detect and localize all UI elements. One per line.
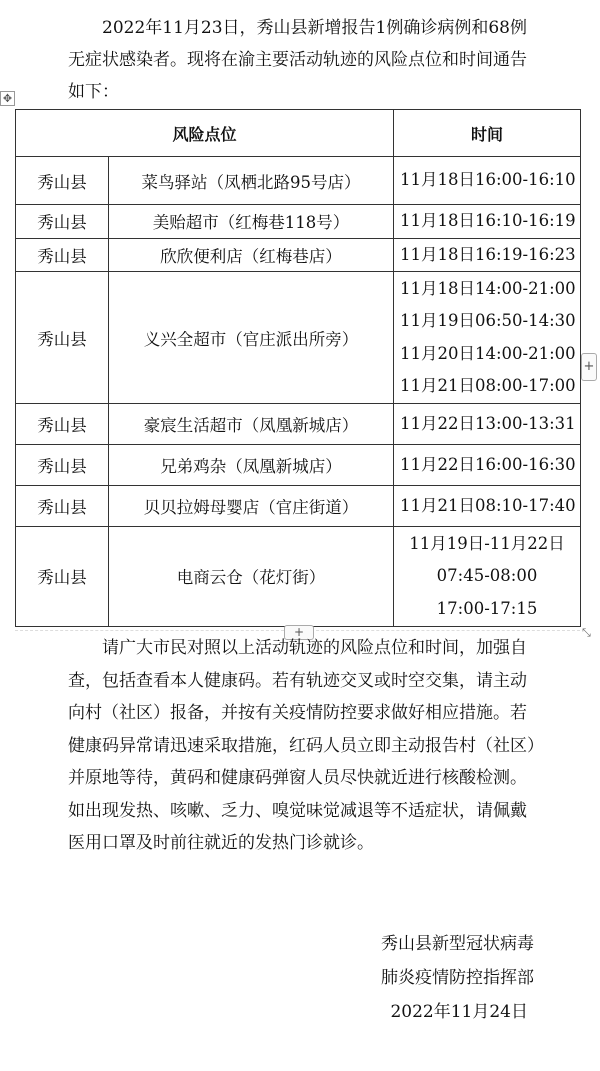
table-row [16,157,581,205]
table-row [16,527,581,627]
county-cell: 秀山县 [16,272,109,404]
intro-paragraph: 2022年11月23日，秀山县新增报告1例确诊病例和68例无症状感染者。现将在渝主要活动轨迹的风险点位和时间通告如下： [68,18,527,102]
place-cell: 义兴全超市（官庄派出所旁） [109,272,394,404]
table-row [16,486,581,527]
time-entry: 07:45-08:00 [436,566,538,585]
time-cell [394,272,581,404]
place-cell: 贝贝拉姆母婴店（官庄街道） [109,486,394,527]
place-cell: 美贻超市（红梅巷118号） [109,205,394,239]
time-entry: 11月22日16:00-16:30 [400,454,576,474]
table-row [16,272,581,404]
county-cell: 秀山县 [16,205,109,239]
place-cell: 欣欣便利店（红梅巷店） [109,238,394,272]
time-entry: 11月21日08:00-17:00 [400,376,576,395]
time-entry: 11月18日16:10-16:19 [400,211,576,230]
time-entry: 11月19日06:50-14:30 [400,311,576,330]
place-cell: 菜鸟驿站（凤栖北路95号店） [109,157,394,205]
county-cell: 秀山县 [16,404,109,445]
table-move-handle-icon[interactable]: ✥ [0,91,15,106]
header-location: 风险点位 [16,110,394,157]
time-cell [394,486,581,527]
table-row [16,238,581,272]
table-header-row [16,110,581,157]
time-cell [394,157,581,205]
time-cell [394,205,581,239]
time-entry: 11月18日14:00-21:00 [400,278,576,298]
county-cell: 秀山县 [16,445,109,486]
add-column-plus-icon[interactable]: + [581,353,597,381]
place-cell: 兄弟鸡杂（凤凰新城店） [109,445,394,486]
table-row [16,404,581,445]
place-cell: 电商云仓（花灯街） [109,527,394,627]
add-row-plus-icon[interactable]: + [284,625,314,640]
time-cell [394,445,581,486]
county-cell: 秀山县 [16,238,109,272]
table-resize-icon[interactable]: ⤡ [582,626,591,639]
notice-body-paragraph: 请广大市民对照以上活动轨迹的风险点位和时间，加强自查，包括查看本人健康码。若有轨迹交叉或时空交集，请主动向村（社区）报备，并按有关疫情防控要求做好相应措施。若健康码异常请迅速采取措施，红码人员立即主动报告村（社区）并原地等待，黄码和健康码弹窗人员尽快就近进行核酸检测。如出现发热、咳嗽、乏力、嗅觉味觉减退等不适症状，请佩戴医用口罩及时前往就近的发热门诊就诊。 [68,638,536,853]
time-cell [394,527,581,627]
header-time: 时间 [394,110,581,157]
risk-table-container [15,109,580,627]
time-entry: 11月21日08:10-17:40 [400,495,576,515]
table-row [16,205,581,239]
county-cell: 秀山县 [16,157,109,205]
county-cell: 秀山县 [16,486,109,527]
time-entry: 11月18日16:19-16:23 [400,244,576,264]
county-cell: 秀山县 [16,527,109,627]
time-entry: 11月19日-11月22日 [409,533,565,553]
place-cell: 豪宸生活超市（凤凰新城店） [109,404,394,445]
signature-date: 2022年11月24日 [390,1002,528,1022]
time-entry: 11月18日16:00-16:10 [400,170,576,190]
time-entry: 17:00-17:15 [436,598,538,618]
time-cell [394,404,581,445]
time-entry: 11月22日13:00-13:31 [400,413,576,433]
risk-table [15,109,581,627]
signature-line-1: 秀山县新型冠状病毒 [381,934,534,954]
time-cell [394,238,581,272]
signature-line-2: 肺炎疫情防控指挥部 [381,968,534,988]
time-entry: 11月20日14:00-21:00 [400,343,576,363]
table-row [16,445,581,486]
